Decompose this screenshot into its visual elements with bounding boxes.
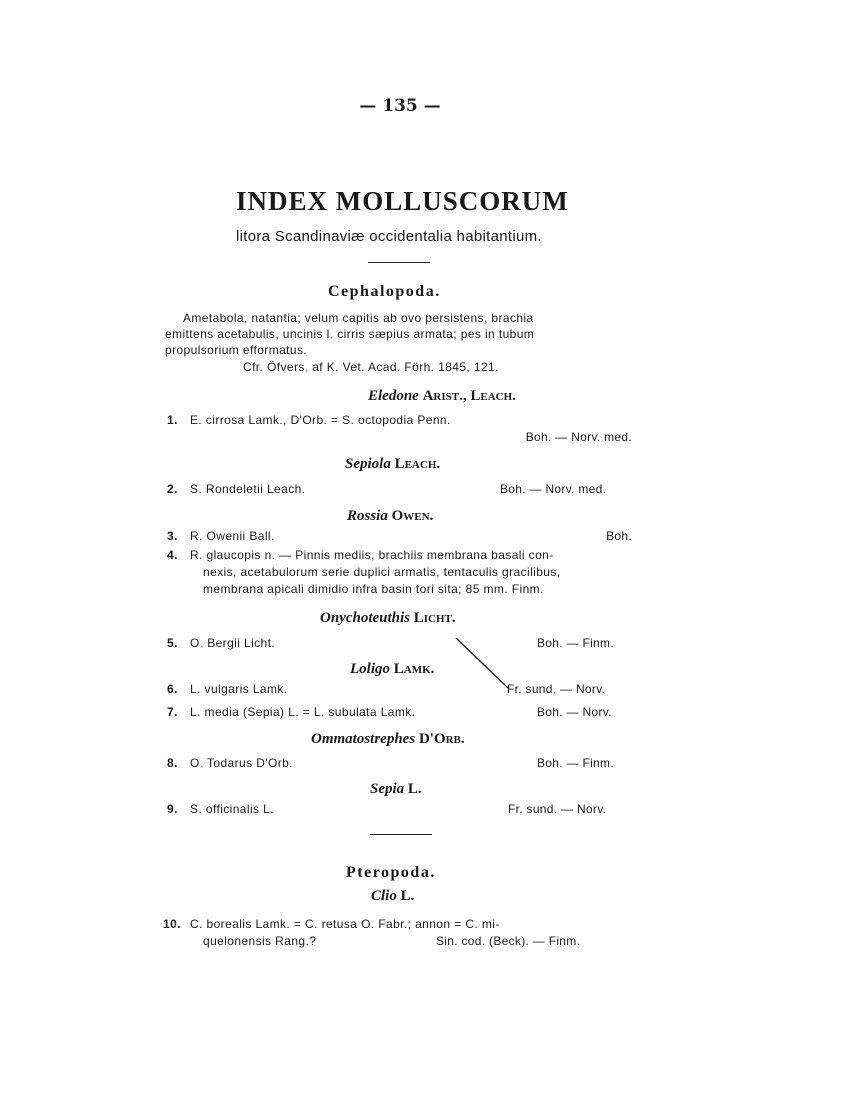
species-name: E. cirrosa Lamk., D'Orb. = S. octopodia Penn. <box>190 413 451 427</box>
divider-rule <box>368 262 430 263</box>
species-locality: Sin. cod. (Beck). — Finm. <box>436 934 581 948</box>
species-locality: Boh. — Norv. med. <box>500 482 607 496</box>
genus-author: L. <box>407 781 422 797</box>
species-number: 4. <box>167 548 178 562</box>
species-number: 8. <box>167 756 178 770</box>
genus-heading <box>347 508 433 525</box>
genus-name: Ommatostrephes <box>311 731 416 747</box>
species-description-line: R. glaucopis n. — Pinnis mediis, brachiis membrana basali con- <box>190 548 554 562</box>
genus-author: Arist., Leach. <box>422 388 516 404</box>
genus-heading <box>350 661 434 678</box>
species-name: R. Owenii Ball. <box>190 529 275 543</box>
species-number: 2. <box>167 482 178 496</box>
species-number: 5. <box>167 636 178 650</box>
species-description-line: nexis, acetabulorum serie duplici armatis, tentaculis gracilibus, <box>203 565 561 579</box>
species-description-line: C. borealis Lamk. = C. retusa O. Fabr.; annon = C. mi- <box>190 917 500 931</box>
species-locality: Boh. — Norv. med. <box>525 430 632 444</box>
section-description-line: emittens acetabulis, uncinis l. cirris sæpius armata; pes in tubum <box>165 327 535 341</box>
genus-heading <box>368 388 516 405</box>
genus-heading <box>371 888 414 905</box>
species-number: 7. <box>167 705 178 719</box>
section-heading-cephalopoda: Cephalopoda. <box>328 283 441 300</box>
genus-author: Lamk. <box>393 661 435 677</box>
species-name: S. Rondeletii Leach. <box>190 482 306 496</box>
genus-name: Rossia <box>347 508 388 524</box>
genus-name: Onychoteuthis <box>320 610 411 626</box>
page-number: — 135 — <box>359 96 441 116</box>
section-description-line: Ametabola, natantia; velum capitis ab ovo persistens, brachia <box>183 311 534 325</box>
species-description-line: quelonensis Rang.? <box>203 934 317 948</box>
species-number: 1. <box>167 413 178 427</box>
species-name: L. media (Sepia) L. = L. subulata Lamk. <box>190 705 416 719</box>
section-description-line: propulsorium efformatus. <box>165 343 308 357</box>
genus-heading <box>370 781 422 798</box>
species-locality: Boh. — Finm. <box>537 636 614 650</box>
species-number: 10. <box>163 917 181 931</box>
species-locality: Boh. — Finm. <box>537 756 614 770</box>
species-locality: Boh. <box>606 529 632 543</box>
species-name: O. Todarus D'Orb. <box>190 756 293 770</box>
species-number: 9. <box>167 802 178 816</box>
genus-heading <box>345 456 440 473</box>
species-description-line: membrana apicali dimidio infra basin tori sita; 85 mm. Finm. <box>203 582 544 596</box>
page-title: INDEX MOLLUSCORUM <box>236 186 569 216</box>
genus-name: Loligo <box>350 661 390 677</box>
genus-author: D'Orb. <box>418 731 465 747</box>
genus-author: Owen. <box>391 508 434 524</box>
species-locality: Fr. sund. — Norv. <box>507 682 606 696</box>
genus-author: Leach. <box>394 456 441 472</box>
species-number: 6. <box>167 682 178 696</box>
genus-name: Eledone <box>368 388 419 404</box>
pen-stroke-mark <box>454 636 514 692</box>
genus-heading <box>311 731 465 748</box>
section-heading-pteropoda: Pteropoda. <box>346 864 436 881</box>
species-name: L. vulgaris Lamk. <box>190 682 288 696</box>
species-number: 3. <box>167 529 178 543</box>
genus-author: Licht. <box>413 610 456 626</box>
genus-name: Sepiola <box>345 456 391 472</box>
genus-name: Sepia <box>370 781 405 797</box>
species-name: O. Bergii Licht. <box>190 636 276 650</box>
species-locality: Fr. sund. — Norv. <box>508 802 607 816</box>
species-locality: Boh. — Norv. <box>537 705 612 719</box>
divider-rule <box>370 834 432 835</box>
genus-heading <box>320 610 456 627</box>
reference-citation: Cfr. Öfvers. af K. Vet. Acad. Förh. 1845, 121. <box>243 360 499 374</box>
genus-name: Clio <box>371 888 397 904</box>
genus-author: L. <box>400 888 415 904</box>
species-name: S. officinalis L. <box>190 802 274 816</box>
page-subtitle: litora Scandinaviæ occidentalia habitantium. <box>236 228 542 245</box>
